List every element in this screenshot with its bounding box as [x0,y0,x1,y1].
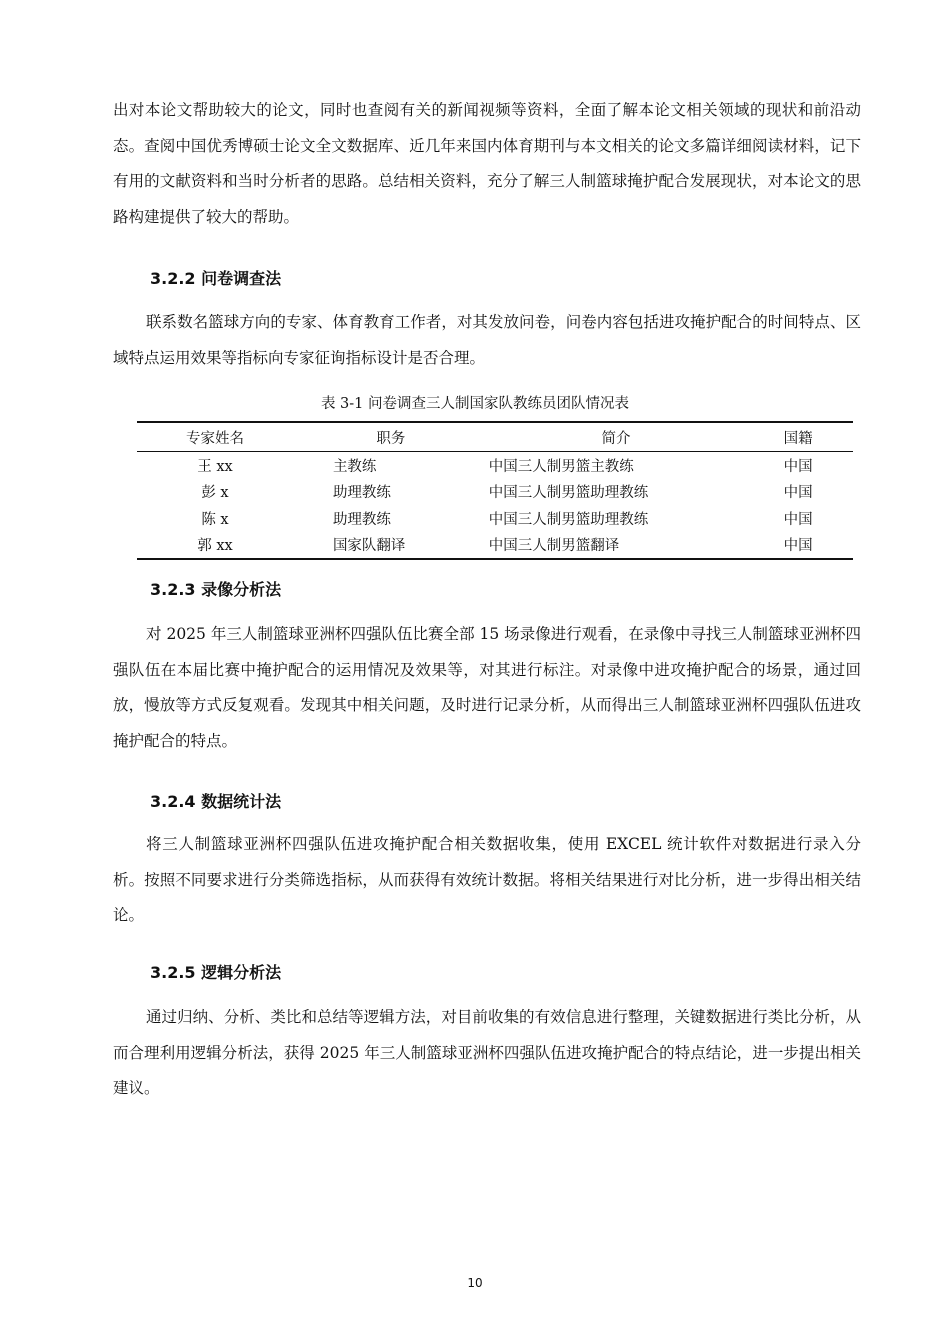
cell-nationality: 中国 [783,485,813,502]
cell-role: 国家队翻译 [293,532,489,560]
cell-name: 陈 x [201,511,229,528]
heading-questionnaire-method: 3.2.2 问卷调查法 [150,269,282,288]
cell-intro: 中国三人制男篮主教练 [488,458,634,475]
cell-role: 助理教练 [332,485,391,502]
column-header-name: 专家姓名 [137,422,293,452]
cell-intro: 中国三人制男篮助理教练 [488,485,649,502]
paragraph-data-statistics: 将三人制篮球亚洲杯四强队伍进攻掩护配合相关数据收集，使用 EXCEL 统计软件对数据进行录入分析。按照不同要求进行分类筛选指标，从而获得有效统计数据。将相关结果进行对比分析，进一步得出相关结论。 [113,835,861,924]
column-header-intro: 简介 [489,422,743,452]
paragraph-literature-continued: 出对本论文帮助较大的论文，同时也查阅有关的新闻视频等资料，全面了解本论文相关领域的现状和前沿动态。查阅中国优秀博硕士论文全文数据库、近几年来国内体育期刊与本文相关的论文多篇详细阅读材料，记下有用的文献资料和当时分析者的思路。总结相关资料，充分了解三人制篮球掩护配合发展现状，对本论文的思路构建提供了较大的帮助。 [113,101,861,226]
cell-role: 主教练 [332,458,377,475]
expert-team-table [137,421,853,560]
column-header-role: 职务 [293,422,489,452]
cell-nationality: 中国 [743,532,853,560]
table-row [137,532,853,560]
cell-intro: 中国三人制男篮助理教练 [488,511,649,528]
cell-intro: 中国三人制男篮翻译 [489,532,743,560]
table-caption: 表 3-1 问卷调查三人制国家队教练员团队情况表 [320,396,630,412]
cell-name: 郭 xx [137,532,293,560]
cell-nationality: 中国 [783,511,813,528]
heading-video-analysis: 3.2.3 录像分析法 [150,580,282,599]
table-row [137,452,853,479]
heading-data-statistics: 3.2.4 数据统计法 [150,792,282,811]
cell-name: 彭 x [201,485,229,502]
cell-role: 助理教练 [332,511,391,528]
cell-nationality: 中国 [783,458,813,475]
paragraph-video-analysis: 对 2025 年三人制篮球亚洲杯四强队伍比赛全部 15 场录像进行观看，在录像中寻找三人制篮球亚洲杯四强队伍在本届比赛中掩护配合的运用情况及效果等，对其进行标注。对录像中进攻掩护配合的场景，通过回放，慢放等方式反复观看。发现其中相关问题，及时进行记录分析，从而得出三人制篮球亚洲杯四强队伍进攻掩护配合的特点。 [113,625,861,750]
heading-logic-analysis: 3.2.5 逻辑分析法 [150,963,282,982]
column-header-nationality: 国籍 [743,422,853,452]
paragraph-logic-analysis: 通过归纳、分析、类比和总结等逻辑方法，对目前收集的有效信息进行整理，关键数据进行类比分析，从而合理利用逻辑分析法，获得 2025 年三人制篮球亚洲杯四强队伍进攻掩护配合的特点结论，进一步提出相关建议。 [113,1008,861,1097]
cell-name: 王 xx [197,458,233,475]
paragraph-questionnaire: 联系数名篮球方向的专家、体育教育工作者，对其发放问卷，问卷内容包括进攻掩护配合的时间特点、区域特点运用效果等指标向专家征询指标设计是否合理。 [113,313,861,367]
table-row [137,479,853,506]
page-number: 10 [467,1276,483,1290]
table-row [137,505,853,532]
table-header-row [137,422,853,452]
